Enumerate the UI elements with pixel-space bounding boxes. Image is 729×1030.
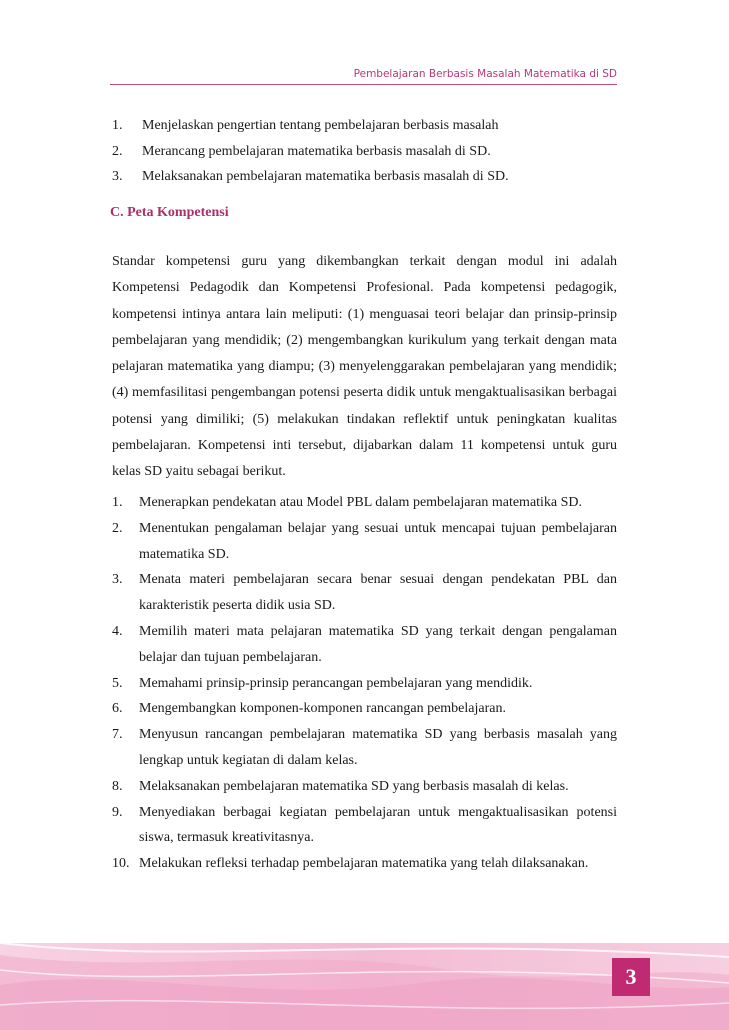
list-item — [112, 851, 617, 877]
list-item — [112, 800, 617, 852]
list-number: 8. — [112, 778, 123, 794]
list-item — [112, 164, 617, 190]
list-text: Menyusun rancangan pembelajaran matematika SD yang berbasis masalah yang lengkap untuk kegiatan di dalam kelas. — [139, 727, 617, 768]
list-text: Melakukan refleksi terhadap pembelajaran matematika yang telah dilaksanakan. — [139, 856, 589, 872]
list-number: 10. — [112, 856, 130, 872]
list-item — [112, 774, 617, 800]
body-paragraph: Standar kompetensi guru yang dikembangkan terkait dengan modul ini adalah Kompetensi Pedagodik dan Kompetensi Profesional. Pada kompetensi pedagogik, kompetensi intinya antara lain meliputi: (1) menguasai teori belajar dan prinsip-prinsip pembelajaran yang mendidik; (2) mengembangkan kurikulum yang terkait dengan mata pelajaran matematika yang diampu; (3) menyelenggarakan pembelajaran yang mendidik; (4) memfasilitasi pengembangan potensi peserta didik untuk mengaktualisasikan berbagai potensi yang dimiliki; (5) melakukan tindakan reflektif untuk peningkatan kualitas pembelajaran. Kompetensi inti tersebut, dijabarkan dalam 11 kompetensi untuk guru kelas SD yaitu sebagai berikut. — [112, 254, 617, 480]
page-number: 3 — [625, 964, 637, 989]
list-number: 2. — [112, 520, 123, 536]
list-item — [112, 671, 617, 697]
list-text: Menerapkan pendekatan atau Model PBL dalam pembelajaran matematika SD. — [139, 495, 583, 510]
list-text: Menata materi pembelajaran secara benar sesuai dengan pendekatan PBL dan karakteristik peserta didik usia SD. — [139, 572, 617, 614]
list-item — [112, 113, 617, 139]
list-number: 4. — [112, 623, 123, 639]
list-text: Menyediakan berbagai kegiatan pembelajaran untuk mengaktualisasikan potensi siswa, termasuk kreativitasnya. — [139, 804, 617, 846]
list-number: 5. — [112, 675, 123, 691]
list-item — [112, 619, 617, 671]
list-text: Memahami prinsip-prinsip perancangan pembelajaran yang mendidik. — [139, 675, 533, 691]
running-header: Pembelajaran Berbasis Masalah Matematika di SD — [353, 68, 617, 80]
list-item — [112, 139, 617, 165]
section-heading: C. Peta Kompetensi — [110, 205, 229, 220]
list-item — [112, 696, 617, 722]
list-text: Melaksanakan pembelajaran matematika berbasis masalah di SD. — [142, 169, 509, 184]
list-item — [112, 567, 617, 619]
list-number: 2. — [112, 143, 123, 159]
list-number: 9. — [112, 804, 123, 820]
list-text: Menentukan pengalaman belajar yang sesuai untuk mencapai tujuan pembelajaran matematika SD. — [139, 520, 617, 562]
list-text: Menjelaskan pengertian tentang pembelajaran berbasis masalah — [142, 118, 499, 133]
list-text: Memilih materi mata pelajaran matematika SD yang terkait dengan pengalaman belajar dan tujuan pembelajaran. — [139, 623, 617, 665]
list-text: Melaksanakan pembelajaran matematika SD yang berbasis masalah di kelas. — [139, 778, 569, 794]
list-number: 7. — [112, 727, 123, 743]
header-divider — [110, 84, 617, 85]
list-number: 1. — [112, 118, 123, 133]
list-text: Merancang pembelajaran matematika berbasis masalah di SD. — [142, 143, 491, 159]
competencies-list — [112, 490, 617, 877]
list-item — [112, 722, 617, 774]
list-number: 6. — [112, 701, 123, 717]
list-number: 1. — [112, 495, 123, 510]
list-text: Mengembangkan komponen-komponen rancangan pembelajaran. — [139, 701, 506, 717]
list-number: 3. — [112, 572, 123, 588]
list-item — [112, 490, 617, 516]
objectives-list — [112, 113, 617, 190]
list-item — [112, 516, 617, 568]
list-number: 3. — [112, 169, 123, 184]
